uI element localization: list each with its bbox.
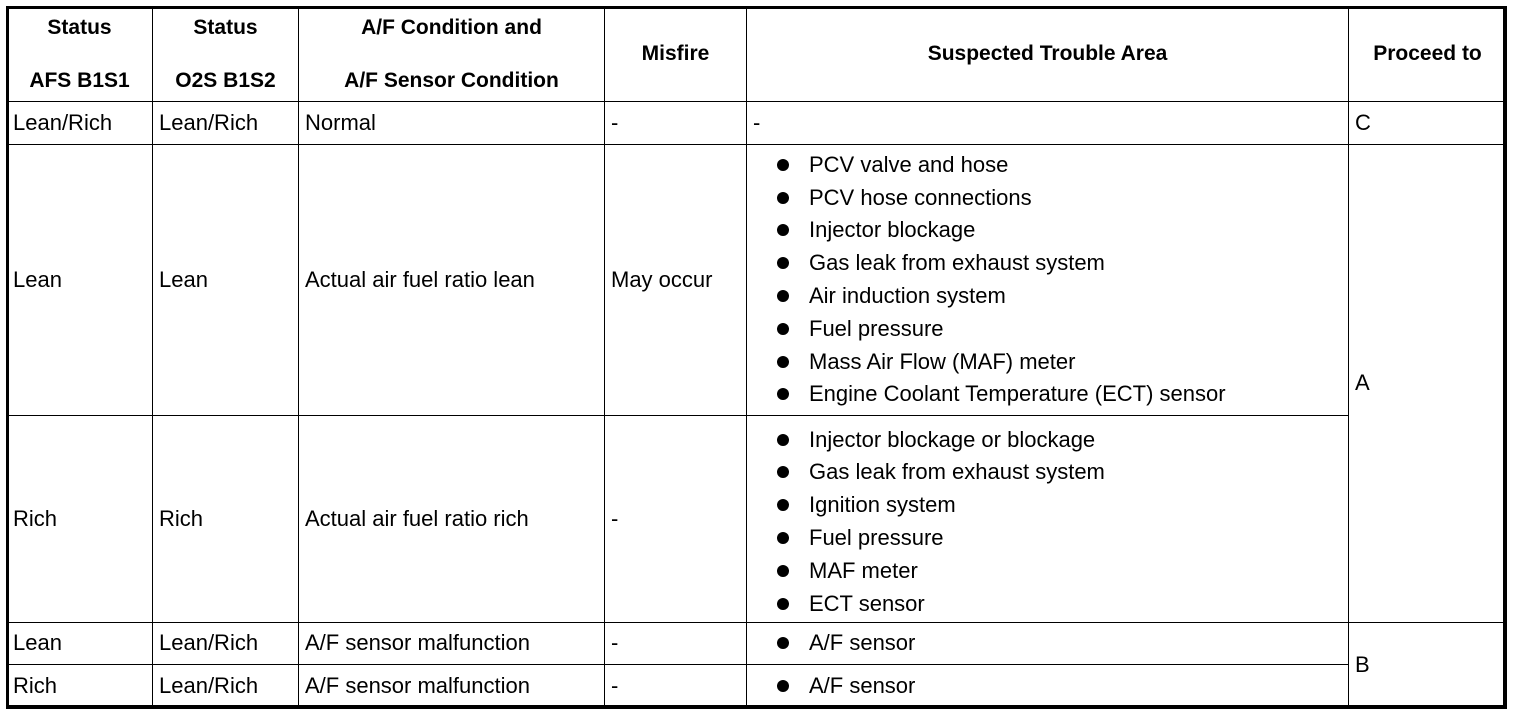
trouble-list — [753, 149, 1342, 411]
cell-afs: Rich — [7, 416, 153, 623]
list-item: MAF meter — [773, 555, 1342, 588]
trouble-list — [753, 627, 1342, 660]
cell-trouble — [747, 145, 1349, 416]
cell-condition: Actual air fuel ratio lean — [299, 145, 605, 416]
list-item: Ignition system — [773, 489, 1342, 522]
cell-misfire: - — [605, 102, 747, 145]
table-row — [7, 102, 1507, 145]
header-af-gap — [305, 40, 598, 68]
cell-o2s: Lean/Rich — [153, 102, 299, 145]
header-proceed: Proceed to — [1349, 7, 1507, 102]
cell-afs: Lean — [7, 623, 153, 665]
header-afs-status — [7, 7, 153, 102]
list-item: Mass Air Flow (MAF) meter — [773, 346, 1342, 379]
cell-trouble — [747, 416, 1349, 623]
list-item: PCV valve and hose — [773, 149, 1342, 182]
trouble-list — [753, 670, 1342, 703]
header-afs-line1: Status — [47, 15, 112, 39]
list-item: Engine Coolant Temperature (ECT) sensor — [773, 378, 1342, 411]
list-item: Injector blockage or blockage — [773, 424, 1342, 457]
cell-proceed: C — [1349, 102, 1507, 145]
list-item: Gas leak from exhaust system — [773, 456, 1342, 489]
cell-trouble — [747, 665, 1349, 709]
list-item: Injector blockage — [773, 214, 1342, 247]
header-o2s-line1: Status — [193, 15, 258, 39]
cell-misfire: May occur — [605, 145, 747, 416]
list-item: A/F sensor — [773, 627, 1342, 660]
cell-misfire: - — [605, 623, 747, 665]
cell-proceed: A — [1349, 145, 1507, 623]
header-af-line1: A/F Condition and — [361, 15, 542, 39]
cell-trouble — [747, 623, 1349, 665]
list-item: Fuel pressure — [773, 313, 1342, 346]
header-row — [7, 7, 1507, 102]
list-item: Gas leak from exhaust system — [773, 247, 1342, 280]
table-row — [7, 623, 1507, 665]
cell-afs: Lean/Rich — [7, 102, 153, 145]
header-misfire: Misfire — [605, 7, 747, 102]
cell-condition: Actual air fuel ratio rich — [299, 416, 605, 623]
cell-trouble: - — [747, 102, 1349, 145]
trouble-list — [753, 424, 1342, 621]
list-item: Fuel pressure — [773, 522, 1342, 555]
header-afs-line2: AFS B1S1 — [29, 69, 130, 92]
cell-o2s: Rich — [153, 416, 299, 623]
header-trouble-area: Suspected Trouble Area — [747, 7, 1349, 102]
diagnosis-table — [6, 6, 1507, 709]
cell-condition: A/F sensor malfunction — [299, 665, 605, 709]
list-item: Air induction system — [773, 280, 1342, 313]
list-item: ECT sensor — [773, 588, 1342, 621]
list-item: A/F sensor — [773, 670, 1342, 703]
header-o2s-line2: O2S B1S2 — [175, 69, 276, 92]
header-af-condition — [299, 7, 605, 102]
cell-o2s: Lean/Rich — [153, 665, 299, 709]
cell-afs: Lean — [7, 145, 153, 416]
cell-proceed: B — [1349, 623, 1507, 709]
cell-misfire: - — [605, 416, 747, 623]
table-row — [7, 416, 1507, 623]
table-row — [7, 145, 1507, 416]
cell-condition: Normal — [299, 102, 605, 145]
cell-misfire: - — [605, 665, 747, 709]
cell-o2s: Lean/Rich — [153, 623, 299, 665]
table-row — [7, 665, 1507, 709]
cell-condition: A/F sensor malfunction — [299, 623, 605, 665]
list-item: PCV hose connections — [773, 182, 1342, 215]
header-o2s-status — [153, 7, 299, 102]
cell-afs: Rich — [7, 665, 153, 709]
cell-o2s: Lean — [153, 145, 299, 416]
header-af-line2: A/F Sensor Condition — [344, 69, 559, 92]
header-o2s-gap — [159, 40, 292, 68]
header-afs-gap — [13, 40, 146, 68]
